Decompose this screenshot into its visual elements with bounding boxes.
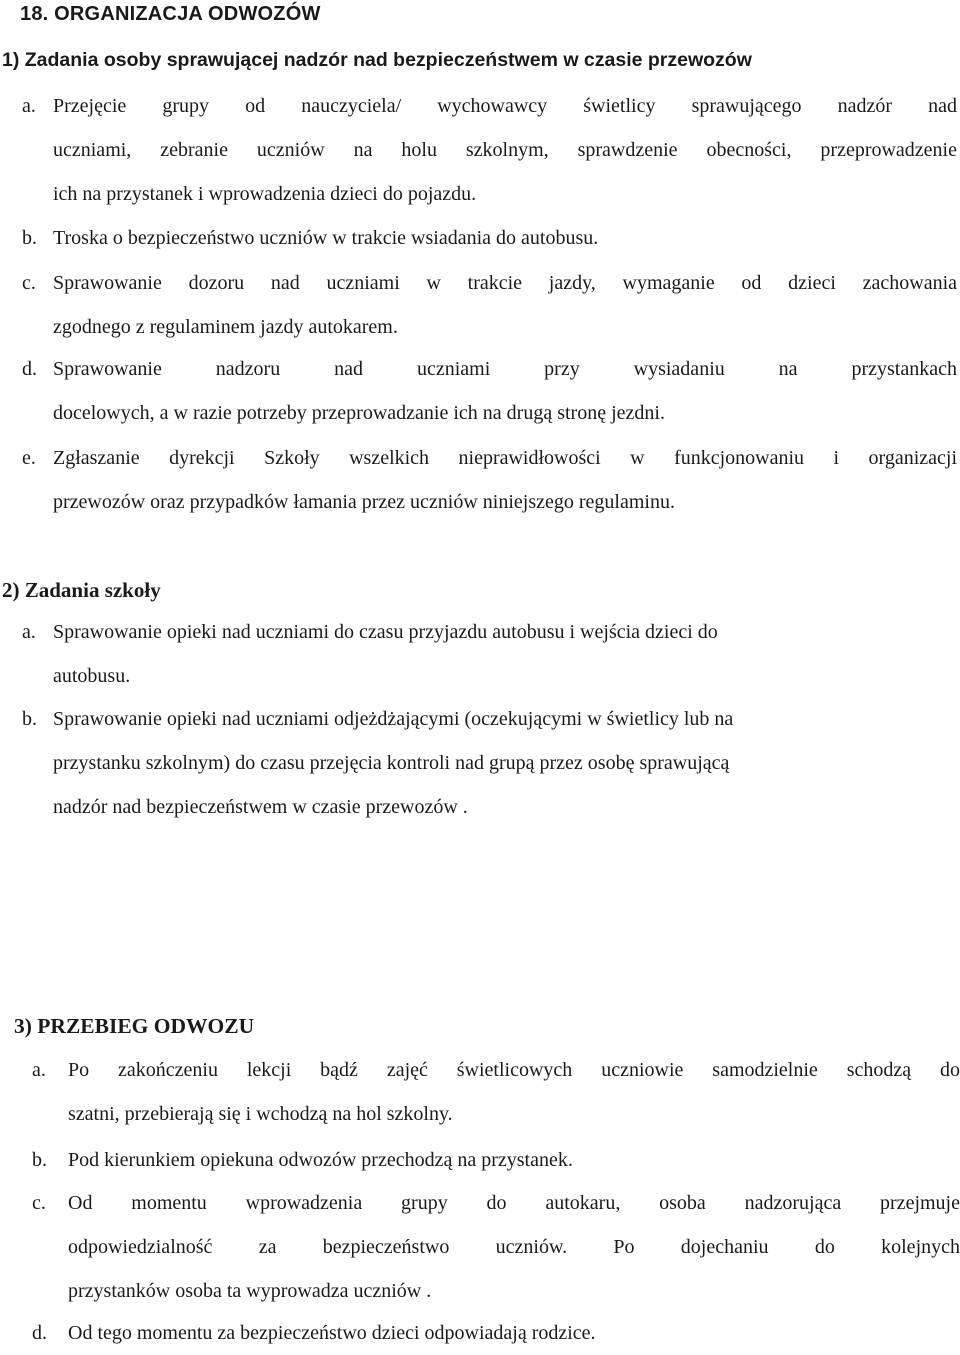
section2-title: 2) Zadania szkoły bbox=[2, 578, 161, 602]
list-item-label: c. bbox=[32, 1192, 46, 1214]
list-item-line: przystanku szkolnym) do czasu przejęcia kontroli nad grupą przez osobę sprawującą bbox=[53, 752, 730, 774]
list-item-line: autobusu. bbox=[53, 665, 131, 687]
list-item-line: Sprawowanie nadzoru nad uczniami przy wysiadaniu na przystankach bbox=[53, 358, 957, 380]
section-heading: 18. ORGANIZACJA ODWOZÓW bbox=[20, 3, 321, 25]
list-item-label: e. bbox=[22, 447, 36, 469]
list-item-line: docelowych, a w razie potrzeby przeprowadzanie ich na drugą stronę jezdni. bbox=[53, 402, 665, 424]
list-item-line: zgodnego z regulaminem jazdy autokarem. bbox=[53, 316, 398, 338]
list-item-label: a. bbox=[22, 95, 36, 117]
list-item-label: a. bbox=[32, 1059, 46, 1081]
list-item-label: b. bbox=[22, 708, 37, 730]
list-item-line: Pod kierunkiem opiekuna odwozów przechodzą na przystanek. bbox=[68, 1149, 573, 1171]
list-item-line: Troska o bezpieczeństwo uczniów w trakcie wsiadania do autobusu. bbox=[53, 227, 599, 249]
list-item-line: Zgłaszanie dyrekcji Szkoły wszelkich nieprawidłowości w funkcjonowaniu i organizacji bbox=[53, 447, 957, 469]
list-item-line: przewozów oraz przypadków łamania przez uczniów niniejszego regulaminu. bbox=[53, 491, 675, 513]
list-item-line: odpowiedzialność za bezpieczeństwo uczniów. Po dojechaniu do kolejnych bbox=[68, 1236, 960, 1258]
list-item-label: b. bbox=[32, 1149, 47, 1171]
list-item-line: Od tego momentu za bezpieczeństwo dzieci odpowiadają rodzice. bbox=[68, 1322, 596, 1344]
section1-title: 1) Zadania osoby sprawującej nadzór nad bezpieczeństwem w czasie przewozów bbox=[2, 49, 752, 71]
list-item-line: Sprawowanie dozoru nad uczniami w trakcie jazdy, wymaganie od dzieci zachowania bbox=[53, 272, 957, 294]
list-item-label: d. bbox=[32, 1322, 47, 1344]
list-item-line: Po zakończeniu lekcji bądź zajęć świetlicowych uczniowie samodzielnie schodzą do bbox=[68, 1059, 960, 1081]
list-item-line: Sprawowanie opieki nad uczniami odjeżdżającymi (oczekującymi w świetlicy lub na bbox=[53, 708, 734, 730]
section3-title: 3) PRZEBIEG ODWOZU bbox=[14, 1014, 255, 1038]
list-item-line: szatni, przebierają się i wchodzą na hol szkolny. bbox=[68, 1103, 453, 1125]
list-item-label: c. bbox=[22, 272, 36, 294]
list-item-line: ich na przystanek i wprowadzenia dzieci do pojazdu. bbox=[53, 183, 477, 205]
list-item-line: przystanków osoba ta wyprowadza uczniów . bbox=[68, 1280, 432, 1302]
list-item-line: nadzór nad bezpieczeństwem w czasie przewozów . bbox=[53, 796, 468, 818]
list-item-label: d. bbox=[22, 358, 37, 380]
list-item-line: Od momentu wprowadzenia grupy do autokaru, osoba nadzorująca przejmuje bbox=[68, 1192, 960, 1214]
list-item-label: a. bbox=[22, 621, 36, 643]
list-item-line: uczniami, zebranie uczniów na holu szkolnym, sprawdzenie obecności, przeprowadzenie bbox=[53, 139, 957, 161]
list-item-label: b. bbox=[22, 227, 37, 249]
list-item-line: Przejęcie grupy od nauczyciela/ wychowawcy świetlicy sprawującego nadzór nad bbox=[53, 95, 957, 117]
list-item-line: Sprawowanie opieki nad uczniami do czasu przyjazdu autobusu i wejścia dzieci do bbox=[53, 621, 718, 643]
